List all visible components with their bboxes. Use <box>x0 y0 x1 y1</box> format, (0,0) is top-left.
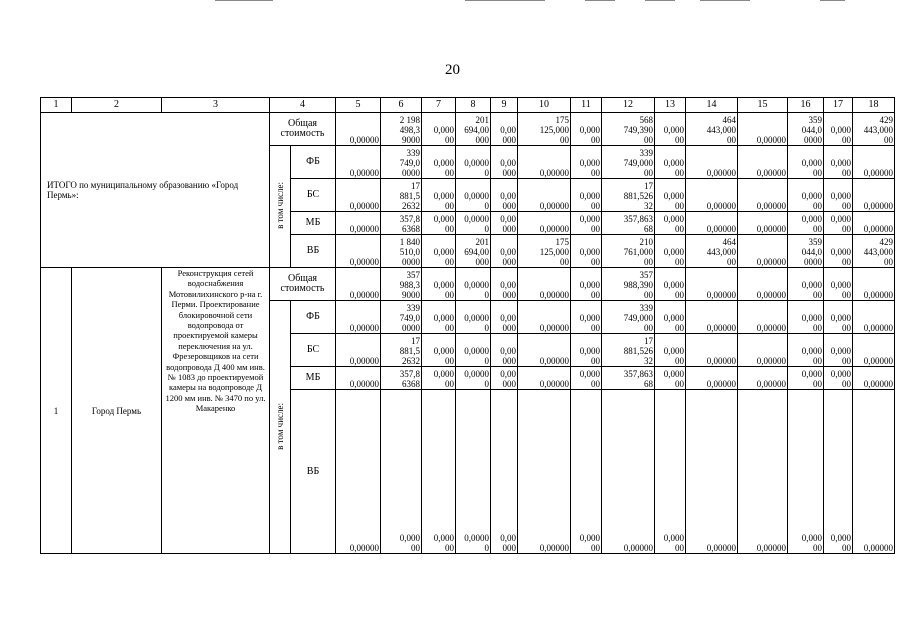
value-cell: 0,000 00 <box>422 367 456 390</box>
value-cell: 464 443,000 00 <box>686 113 738 146</box>
row-label: ВБ <box>291 235 336 268</box>
value-cell: 0,000 00 <box>824 268 853 301</box>
header-cell: 14 <box>686 98 738 113</box>
value-cell: 339 749,0 0000 <box>381 146 422 179</box>
value-cell: 0,000 00 <box>655 212 686 235</box>
value-cell: 0,000 00 <box>655 367 686 390</box>
header-cell: 6 <box>381 98 422 113</box>
value-cell: 0,00000 <box>686 268 738 301</box>
value-cell: 568 749,390 00 <box>602 113 655 146</box>
value-cell: 0,00 000 <box>491 179 518 212</box>
value-cell: 0,00 000 <box>491 301 518 334</box>
value-cell: 357 988,390 00 <box>602 268 655 301</box>
row-label: МБ <box>291 212 336 235</box>
value-cell: 429 443,000 00 <box>853 113 895 146</box>
value-cell: 0,00 000 <box>491 212 518 235</box>
row-label: БС <box>291 334 336 367</box>
value-cell: 0,00000 <box>686 146 738 179</box>
header-cell: 18 <box>853 98 895 113</box>
row-label: ВБ <box>291 390 336 554</box>
value-cell: 0,00000 <box>853 179 895 212</box>
value-cell: 0,000 00 <box>824 390 853 554</box>
value-cell: 0,000 00 <box>571 113 602 146</box>
scan-edge-line <box>465 0 545 1</box>
value-cell: 0,00000 <box>853 390 895 554</box>
value-cell: 0,000 00 <box>788 301 824 334</box>
value-cell: 0,00000 <box>518 146 571 179</box>
value-cell: 0,00000 <box>518 268 571 301</box>
value-cell: 17 881,526 32 <box>602 334 655 367</box>
value-cell: 0,00000 <box>738 334 788 367</box>
header-cell: 10 <box>518 98 571 113</box>
value-cell: 339 749,0 0000 <box>381 301 422 334</box>
budget-table <box>40 97 895 554</box>
value-cell: 0,00000 <box>738 235 788 268</box>
value-cell: 0,0000 0 <box>456 367 491 390</box>
value-cell: 0,000 00 <box>422 301 456 334</box>
value-cell: 0,000 00 <box>422 235 456 268</box>
value-cell: 0,00000 <box>853 268 895 301</box>
value-cell: 0,000 00 <box>788 268 824 301</box>
value-cell: 0,0000 0 <box>456 390 491 554</box>
value-cell: 0,000 00 <box>655 390 686 554</box>
value-cell: 0,000 00 <box>824 179 853 212</box>
value-cell: 0,000 00 <box>655 301 686 334</box>
value-cell: 0,00000 <box>518 301 571 334</box>
value-cell: 0,000 00 <box>422 212 456 235</box>
header-cell: 9 <box>491 98 518 113</box>
value-cell: 0,000 00 <box>422 146 456 179</box>
header-cell: 12 <box>602 98 655 113</box>
value-cell: 0,0000 0 <box>456 212 491 235</box>
value-cell: 0,00000 <box>336 268 381 301</box>
value-cell: 339 749,000 00 <box>602 146 655 179</box>
header-cell: 3 <box>162 98 270 113</box>
value-cell: 0,0000 0 <box>456 334 491 367</box>
value-cell: 0,00000 <box>853 334 895 367</box>
value-cell: 0,00000 <box>853 146 895 179</box>
value-cell: 17 881,526 32 <box>602 179 655 212</box>
value-cell: 0,000 00 <box>824 212 853 235</box>
value-cell: 0,00000 <box>738 268 788 301</box>
value-cell: 0,00000 <box>738 179 788 212</box>
value-cell: 0,000 00 <box>788 212 824 235</box>
vertical-label-cell <box>270 301 291 554</box>
value-cell: 357,8 6368 <box>381 367 422 390</box>
value-cell: 0,000 00 <box>788 334 824 367</box>
value-cell: 0,000 00 <box>571 179 602 212</box>
value-cell: 210 761,000 00 <box>602 235 655 268</box>
row-label: ФБ <box>291 301 336 334</box>
row-label: ФБ <box>291 146 336 179</box>
value-cell: 0,000 00 <box>655 268 686 301</box>
value-cell: 0,000 00 <box>571 367 602 390</box>
value-cell: 0,000 00 <box>824 235 853 268</box>
value-cell: 0,000 00 <box>788 146 824 179</box>
value-cell: 1 840 510,0 0000 <box>381 235 422 268</box>
row-label: Общая стоимость <box>270 268 336 301</box>
header-cell: 5 <box>336 98 381 113</box>
item-description: Реконструкция сетей водоснабжения Мотовилихинского р-на г. Перми. Проектирование блокировочной сети водопровода от проектируемой камеры переключения на ул. Фрезеровщиков на сети водопровода Д 400 мм инв. № 1083 до проектируемой камеры на водопроводе Д 1200 мм инв. № 3470 по ул. Макаренко <box>162 268 270 554</box>
value-cell: 0,00000 <box>738 301 788 334</box>
value-cell: 0,0000 0 <box>456 179 491 212</box>
scan-edge-line <box>645 0 675 1</box>
value-cell: 0,000 00 <box>422 113 456 146</box>
value-cell: 0,000 00 <box>571 268 602 301</box>
value-cell: 0,00000 <box>686 390 738 554</box>
header-cell: 13 <box>655 98 686 113</box>
header-cell: 15 <box>738 98 788 113</box>
value-cell: 0,00000 <box>336 367 381 390</box>
value-cell: 339 749,000 00 <box>602 301 655 334</box>
value-cell: 201 694,00 000 <box>456 113 491 146</box>
value-cell: 0,00000 <box>518 367 571 390</box>
header-cell: 8 <box>456 98 491 113</box>
value-cell: 0,000 00 <box>571 235 602 268</box>
value-cell: 357 988,3 9000 <box>381 268 422 301</box>
value-cell: 0,000 00 <box>788 390 824 554</box>
value-cell: 0,00000 <box>336 301 381 334</box>
value-cell: 0,00000 <box>336 212 381 235</box>
value-cell: 0,000 00 <box>655 179 686 212</box>
value-cell: 0,00000 <box>336 146 381 179</box>
value-cell: 175 125,000 00 <box>518 235 571 268</box>
value-cell: 0,00000 <box>336 113 381 146</box>
value-cell: 0,000 00 <box>571 334 602 367</box>
value-cell: 0,000 00 <box>824 367 853 390</box>
value-cell: 0,00000 <box>336 179 381 212</box>
header-cell: 1 <box>41 98 72 113</box>
value-cell: 0,000 00 <box>788 179 824 212</box>
value-cell: 0,00000 <box>738 367 788 390</box>
value-cell: 2 198 498,3 9000 <box>381 113 422 146</box>
value-cell: 0,00000 <box>738 113 788 146</box>
header-cell: 17 <box>824 98 853 113</box>
value-cell: 0,000 00 <box>422 179 456 212</box>
vertical-label: в том числе: <box>275 182 285 229</box>
value-cell: 0,000 00 <box>571 146 602 179</box>
value-cell: 0,00000 <box>853 212 895 235</box>
value-cell: 0,000 00 <box>422 334 456 367</box>
header-cell: 4 <box>270 98 336 113</box>
header-cell: 2 <box>72 98 162 113</box>
item-city: Город Пермь <box>72 268 162 554</box>
value-cell: 0,00000 <box>518 390 571 554</box>
value-cell: 0,00000 <box>336 235 381 268</box>
value-cell: 0,00000 <box>686 367 738 390</box>
value-cell: 0,000 00 <box>788 367 824 390</box>
value-cell: 17 881,5 2632 <box>381 334 422 367</box>
value-cell: 0,000 00 <box>655 334 686 367</box>
scan-edge-line <box>215 0 273 1</box>
scan-edge-line <box>585 0 615 1</box>
value-cell: 0,000 00 <box>824 301 853 334</box>
value-cell: 464 443,000 00 <box>686 235 738 268</box>
value-cell: 0,000 00 <box>824 113 853 146</box>
value-cell: 201 694,00 000 <box>456 235 491 268</box>
page-number: 20 <box>445 62 460 78</box>
value-cell: 0,000 00 <box>571 301 602 334</box>
value-cell: 0,000 00 <box>381 390 422 554</box>
value-cell: 0,0000 0 <box>456 146 491 179</box>
value-cell: 0,000 00 <box>655 113 686 146</box>
value-cell: 0,00 000 <box>491 235 518 268</box>
value-cell: 0,00000 <box>336 390 381 554</box>
value-cell: 0,00000 <box>518 179 571 212</box>
value-cell: 0,00000 <box>738 146 788 179</box>
value-cell: 0,00 000 <box>491 367 518 390</box>
value-cell: 0,00000 <box>602 390 655 554</box>
value-cell: 0,000 00 <box>655 146 686 179</box>
value-cell: 357,863 68 <box>602 212 655 235</box>
value-cell: 0,00 000 <box>491 146 518 179</box>
header-cell: 16 <box>788 98 824 113</box>
header-row <box>41 98 895 113</box>
value-cell: 0,0000 0 <box>456 268 491 301</box>
value-cell: 0,000 00 <box>824 146 853 179</box>
header-cell: 11 <box>571 98 602 113</box>
value-cell: 0,00000 <box>686 334 738 367</box>
value-cell: 0,00000 <box>686 212 738 235</box>
value-cell: 0,000 00 <box>422 268 456 301</box>
value-cell: 0,00000 <box>853 367 895 390</box>
vertical-label-cell <box>270 146 291 268</box>
value-cell: 0,00 000 <box>491 113 518 146</box>
value-cell: 359 044,0 0000 <box>788 235 824 268</box>
value-cell: 0,00 000 <box>491 268 518 301</box>
value-cell: 0,000 00 <box>422 390 456 554</box>
value-cell: 0,00000 <box>518 334 571 367</box>
value-cell: 0,00000 <box>738 390 788 554</box>
value-cell: 0,00000 <box>738 212 788 235</box>
value-cell: 0,00 000 <box>491 390 518 554</box>
value-cell: 359 044,0 0000 <box>788 113 824 146</box>
value-cell: 0,00000 <box>336 334 381 367</box>
value-cell: 17 881,5 2632 <box>381 179 422 212</box>
header-cell: 7 <box>422 98 456 113</box>
value-cell: 0,00000 <box>518 212 571 235</box>
total-row-total-cost <box>41 113 895 146</box>
value-cell: 0,000 00 <box>824 334 853 367</box>
total-title: ИТОГО по муниципальному образованию «Город Пермь»: <box>41 113 270 268</box>
value-cell: 357,8 6368 <box>381 212 422 235</box>
scan-edge-line <box>700 0 750 1</box>
value-cell: 0,00000 <box>686 179 738 212</box>
value-cell: 175 125,000 00 <box>518 113 571 146</box>
value-cell: 0,00000 <box>853 301 895 334</box>
value-cell: 0,00 000 <box>491 334 518 367</box>
value-cell: 357,863 68 <box>602 367 655 390</box>
scan-edge-line <box>820 0 845 1</box>
value-cell: 0,000 00 <box>571 212 602 235</box>
row-label: БС <box>291 179 336 212</box>
value-cell: 429 443,000 00 <box>853 235 895 268</box>
vertical-label: в том числе: <box>275 402 285 450</box>
value-cell: 0,0000 0 <box>456 301 491 334</box>
value-cell: 0,000 00 <box>571 390 602 554</box>
row-label: Общая стоимость <box>270 113 336 146</box>
item-row-total-cost <box>41 268 895 301</box>
value-cell: 0,00000 <box>686 301 738 334</box>
item-number: 1 <box>41 268 72 554</box>
value-cell: 0,000 00 <box>655 235 686 268</box>
row-label: МБ <box>291 367 336 390</box>
